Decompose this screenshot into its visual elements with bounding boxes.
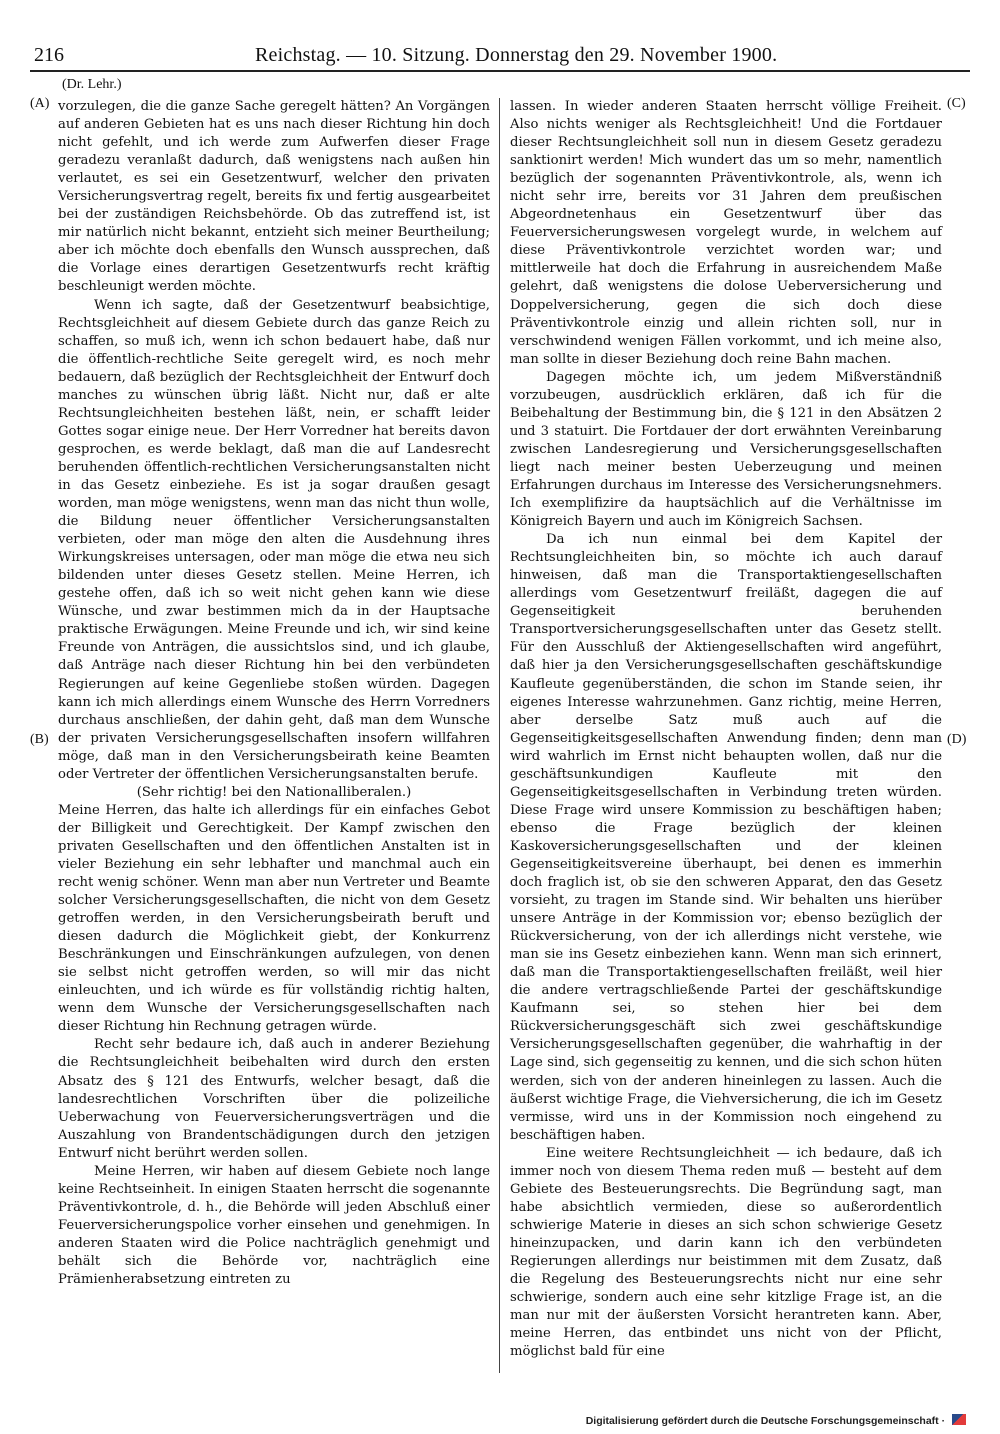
page-number: 216	[34, 44, 64, 66]
paragraph: Dagegen möchte ich, um jedem Mißverständniß vorzubeugen, ausdrücklich erklären, daß ich für die Beibehaltung der Bestimmung bin, die § 121 in den Absätzen 2 und 3 statuirt. Die Fortdauer der dort erwähnten Vereinbarung zwischen Landesregierung und Versicherungsgesellschaften liegt nach meiner besten Ueberzeugung und meinen Erfahrungen durchaus im Interesse des Versicherungsnehmers. Ich exemplifizire da hauptsächlich auf die Verhältnisse im Königreich Bayern und auch im Königreich Sachsen.	[510, 369, 942, 530]
paragraph: Meine Herren, das halte ich allerdings für ein einfaches Gebot der Billigkeit und Gerechtigkeit. Der Kampf zwischen den privaten Gesellschaften und den öffentlichen Anstalten ist in vieler Beziehung ein sehr lebhafter und manchmal auch ein recht wenig schöner. Wenn man aber nun Vertreter und Beamte solcher Versicherungsgesellschaften, die nicht von dem Gesetz getroffen werden, in den Versicherungsbeirath beruft und diesen dadurch die Möglichkeit giebt, der Konkurrenz Beschränkungen und Einschränkungen aufzulegen, von denen sie selbst nicht getroffen werden, so will mir das nicht einleuchten, und ich würde es für vollständig richtig halten, wenn dem Wunsche der Versicherungsgesellschaften nach dieser Richtung hin Rechnung getragen würde.	[58, 802, 490, 1035]
paragraph: lassen. In wieder anderen Staaten herrscht völlige Freiheit. Also nichts weniger als Rechtsgleichheit! Und die Fortdauer dieser Rechtsungleichheit soll nun in diesem Gesetz geradezu sanktionirt werden! Mich wundert das um so mehr, namentlich bezüglich der sogenannten Präventivkontrole, als, wenn ich nicht sehr irre, bereits vor 31 Jahren dem preußischen Abgeordnetenhaus ein Gesetzentwurf über das Feuerversicherungswesen vorgelegt wurde, in welchem auf diese Präventivkontrole verzichtet worden war; und mittlerweile hat doch die Erfahrung in ausreichendem Maße gelehrt, daß wenigstens die dolose Ueberversicherung und Doppelversicherung, gegen die sich doch diese Präventivkontrole einzig und allein richten soll, nur in verschwindend wenigen Fällen vorkommt, und ich meine also, man sollte in dieser Beziehung doch reine Bahn machen.	[510, 99, 942, 367]
paragraph: Wenn ich sagte, daß der Gesetzentwurf beabsichtige, Rechtsgleichheit auf diesem Gebiete durch das ganze Reich zu schaffen, so muß ich, wenn ich schon bedauert habe, daß nur die öffentlich-rechtliche Seite geregelt wird, es noch mehr bedauern, daß bezüglich der Rechtsgleichheit der Entwurf doch manches zu wünschen übrig läßt. Nicht nur, daß er alte Rechtsungleichheiten bestehen läßt, nein, er schafft leider Gottes sogar einige neue. Der Herr Vorredner hat bereits davon gesprochen, es werde beklagt, daß man die auf Landesrecht beruhenden öffentlich-rechtlichen Versicherungsanstalten nicht in das Gesetz einbeziehe. Es ist ja sogar draußen gesagt worden, man möge wenigstens, wenn man das nicht thun wolle, die Bildung neuer öffentlicher Versicherungsanstalten verbieten, oder man möge den alten die Ausdehnung ihres Wirkungskreises untersagen, oder man möge die etwa neu sich bildenden unter dieses Gesetz stellen. Meine Herren, ich gestehe offen, daß ich so weit nicht gehen kann wie diese Wünsche, und zwar bestimmen mich da in der Hauptsache praktische Erwägungen. Meine Freunde und ich, wir sind keine Freunde von Anträgen, die aussichtslos sind, und ich glaube, daß Anträge nach dieser Richtung hin bei den verbündeten Regierungen auf keine Gegenliebe stoßen würden. Dagegen kann ich mich allerdings einem Wunsche des Herrn Vorredners durchaus anschließen, der dahin geht, daß man dem Wunsche der privaten Versicherungsgesellschaften insofern willfahren möge, daß man in den Versicherungsbeirath keine Beamten oder Vertreter der öffentlichen Versicherungsanstalten berufe.	[58, 297, 490, 782]
margin-marker-a: (A)	[30, 96, 50, 111]
left-text-column	[58, 98, 490, 1289]
column-divider	[499, 98, 500, 1373]
paragraph: Da ich nun einmal bei dem Kapitel der Rechtsungleichheiten bin, so möchte ich auch darauf hinweisen, daß man die Transportaktiengesellschaften allerdings vom Gesetzentwurf freiläßt, dagegen die auf Gegenseitigkeit beruhenden Transportversicherungsgesellschaften unter das Gesetz stellt. Für den Ausschluß der Aktiengesellschaften wird angeführt, daß hier ja den Versicherungsgesellschaften geschäftskundige Kaufleute gegenüberständen, die schon im Stande seien, ihr eigenes Interesse wahrzunehmen. Ganz richtig, meine Herren, aber derselbe Satz muß auch auf die Gegenseitigkeitsgesellschaften Anwendung finden; denn man wird wahrlich im Ernst nicht behaupten wollen, daß nur die geschäftsunkundigen Kaufleute mit den Gegenseitigkeitsgesellschaften in Verbindung treten würden. Diese Frage wird unsere Kommission zu beschäftigen haben; ebenso die Frage bezüglich der kleinen Kaskoversicherungsgesellschaften und der kleinen Gegenseitigkeitsvereine überhaupt, bei denen es immerhin doch fraglich ist, ob sie den schweren Apparat, den das Gesetz vorsieht, zu tragen im Stande sind. Wir behalten uns hierüber unsere Anträge in der Kommission vor; ebenso bezüglich der Rückversicherung, von der ich allerdings nicht verstehe, wie man sie ins Gesetz einbeziehen kann. Wenn man sich erinnert, daß man die Transportaktiengesellschaften freiläßt, weil hier die andere vertragschließende Partei der geschäftskundige Kaufmann sei, so stehen hier bei dem Rückversicherungsgeschäft sich zwei geschäftskundige Versicherungsgesellschaften gegenüber, die wahrhaftig in der Lage sind, sich gegenseitig zu kennen, und die sich schon hüten werden, sich von der anderen hineinlegen zu lassen. Auch die äußerst wichtige Frage, die Viehversicherung, die ich im Gesetz vermisse, wird uns in der Kommission noch eingehend zu beschäftigen haben.	[510, 532, 942, 1143]
paragraph: Recht sehr bedaure ich, daß auch in anderer Beziehung die Rechtsungleichheit beibehalten wird durch den ersten Absatz des § 121 des Entwurfs, welcher besagt, daß die landesrechtlichen Vorschriften über die polizeiliche Ueberwachung von Feuerversicherungsverträgen und die Auszahlung von Brandentschädigungen durch den jetzigen Entwurf nicht berührt werden sollen.	[58, 1037, 490, 1161]
paragraph: vorzulegen, die die ganze Sache geregelt hätten? An Vorgängen auf anderen Gebieten hat es uns nach dieser Richtung hin doch nicht gefehlt, und ich werde zum Aufwerfen dieser Frage geradezu veranlaßt dadurch, daß wenigstens nach außen hin verlautet, es sei ein Gesetzentwurf, welcher den privaten Versicherungsvertrag regelt, bereits fix und fertig ausgearbeitet bei der zuständigen Reichsbehörde. Ob das zutreffend ist, ist mir natürlich nicht bekannt, entzieht sich meiner Beurtheilung; aber ich möchte doch ebenfalls den Wunsch aussprechen, daß die Vorlage eines derartigen Gesetzentwurfs recht kräftig beschleunigt werden möchte.	[58, 99, 490, 295]
footer-credit: Digitalisierung gefördert durch die Deutsche Forschungsgemeinschaft ·	[585, 1415, 946, 1427]
interjection: (Sehr richtig! bei den Nationalliberalen.)	[136, 784, 412, 800]
right-text-column	[510, 98, 942, 1361]
speaker-label: (Dr. Lehr.)	[62, 77, 122, 92]
margin-marker-d: (D)	[947, 732, 967, 747]
digitization-footer	[586, 1414, 966, 1427]
margin-marker-b: (B)	[30, 732, 49, 747]
margin-marker-c: (C)	[947, 96, 966, 111]
page-header	[30, 40, 970, 72]
paragraph: Eine weitere Rechtsungleichheit — ich bedaure, daß ich immer noch von diesem Thema reden muß — besteht auf dem Gebiete des Besteuerungsrechts. Die Begründung sagt, man habe absichtlich vermieden, diese so außerordentlich schwierige Materie in dieses an sich schon schwierige Gesetz hineinzupacken, und darin kann ich den verbündeten Regierungen allerdings nur beistimmen mit dem Zusatz, daß die Regelung des Besteuerungsrechts nicht nur eine sehr schwierige, sondern auch eine sehr kitzlige Frage ist, an die man nur mit der äußersten Vorsicht herantreten kann. Aber, meine Herren, das entbindet uns nicht von der Pflicht, möglichst bald für eine	[510, 1145, 942, 1360]
dfg-logo-icon	[952, 1414, 966, 1425]
page-running-title: Reichstag. — 10. Sitzung. Donnerstag den 29. November 1900.	[255, 44, 778, 66]
paragraph: Meine Herren, wir haben auf diesem Gebiete noch lange keine Rechtseinheit. In einigen Staaten herrscht die sogenannte Präventivkontrole, d. h., die Behörde will jeden Abschluß einer Feuerversicherungspolice vorher einsehen und genehmigen. In anderen Staaten wird die Police nachträglich genehmigt und behält sich die Behörde vor, nachträglich eine Prämienherabsetzung eintreten zu	[58, 1163, 490, 1288]
